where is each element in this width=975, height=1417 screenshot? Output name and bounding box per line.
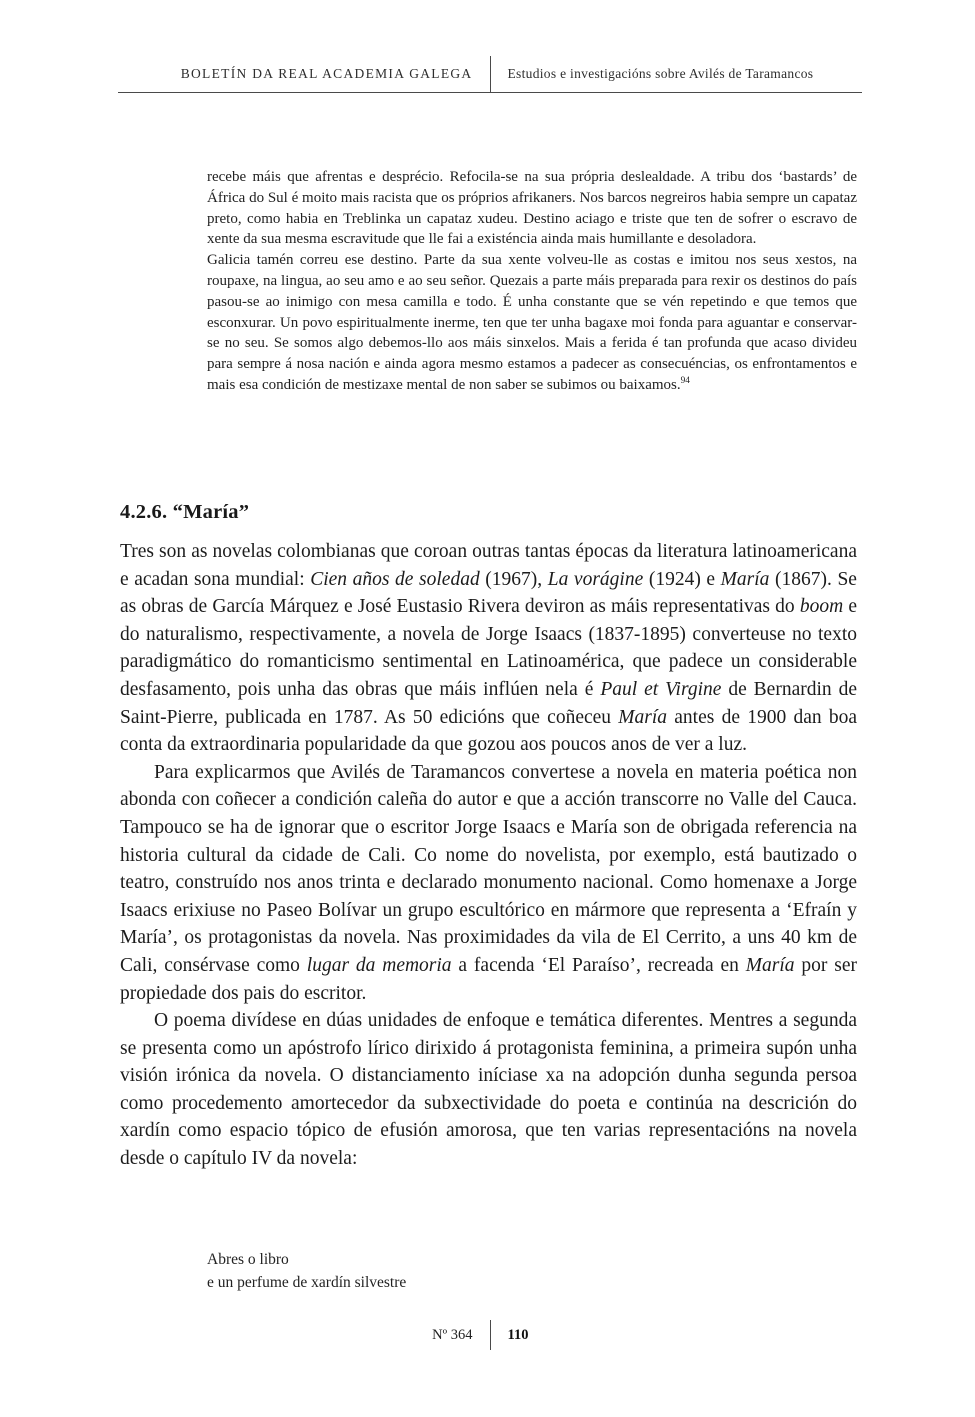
block-quote bbox=[207, 167, 857, 396]
body-paragraph: O poema divídese en dúas unidades de enfoque e temática diferentes. Mentres a segunda se presenta como un apóstrofo lírico dirixido á protagonista feminina, a primeira supón unha visión irónica da novela. O distanciamento iníciase xa na adopción dunha segunda persoa como procedemento amortecedor da subxectividade do poeta e continúa na descrición do xardín como espacio tópico de efusión amorosa, que ten varias representacións na novela desde o capítulo IV da novela: bbox=[120, 1010, 857, 1170]
verse-line: Abres o libro bbox=[207, 1251, 289, 1268]
body-paragraph: Tres son as novelas colombianas que coroan outras tantas épocas da literatura latinoamericana e acadan sona mundial: Cien años de soledad (1967), La vorágine (1924) e María (1867). Se as obras de García Márquez e José Eustasio Rivera deviron as máis representativas do boom e do naturalismo, respectivamente, a novela de Jorge Isaacs (1837-1895) converteuse no texto paradigmático do romanticismo sentimental en Latinoamérica, que padece un considerable desfasamento, pois unha das obras que máis inflúen nela é Paul et Virgine de Bernardin de Saint-Pierre, publicada en 1787. As 50 edicións que coñeceu María antes de 1900 dan boa conta da extraordinaria popularidade da que gozou aos poucos anos de ver a luz. bbox=[120, 541, 857, 756]
issue-number: Nº 364 bbox=[432, 1326, 473, 1343]
article-title: Estudios e investigacións sobre Avilés de Taramancos bbox=[507, 66, 814, 81]
footer-row bbox=[118, 1320, 862, 1350]
verse-quote bbox=[207, 1249, 406, 1294]
verse-line: e un perfume de xardín silvestre bbox=[207, 1273, 407, 1291]
quote-paragraph: Galicia tamén correu ese destino. Parte da sua xente volveu-lle as costas e imitou nos seus xestos, na roupaxe, na lingua, ao seu amo e ao seu señor. Quezais a parte máis preparada para rexir os destinos do país pasou-se ao inimigo con mesa camilla e todo. É unha constante que se vén repetindo e que temos que esconxurar. Un povo espiritualmente inerme, ten que ter unha bagaxe moi fonda para aguantar e conservar-se no seu. Se somos algo debemos-llo aos máis sinxelos. Mais a ferida é tan profunda que acaso divideu para sempre á nosa nación e ainda agora mesmo estamos a padecer as consecuéncias, os enfrontamentos e mais esa condición de mestizaxe mental de non saber se subimos ou baixamos.$^{94}$ bbox=[207, 252, 857, 393]
header-row bbox=[118, 56, 862, 93]
page-number: 110 bbox=[507, 1326, 529, 1343]
quote-paragraph: recebe máis que afrentas e desprécio. Refocila-se na sua própria deslealdade. A tribu dos ‘bastards’ de África do Sul é moito mais racista que os próprios afrikaners. Nos barcos negreiros habia sempre un capataz preto, como habia en Treblinka un capataz xudeu. Destino aciago e triste que ten de sofrer o escravo de xente da sua mesma escravitude que lle fai a existéncia ainda mais humillante e desoladora. bbox=[207, 169, 857, 248]
section-heading: 4.2.6. “María” bbox=[120, 501, 250, 523]
body-text bbox=[120, 538, 857, 1173]
body-paragraph: Para explicarmos que Avilés de Taramancos convertese a novela en materia poética non abonda con coñecer a condición caleña do autor e que a acción transcorre no Valle del Cauca. Tampouco se ha de ignorar que o escritor Jorge Isaacs e María son de obrigada referencia na historia cultural da cidade de Cali. Co nome do novelista, por exemplo, está bautizado o teatro, construído nos anos trinta e declarado monumento nacional. Como homenaxe a Jorge Isaacs erixiuse no Paseo Bolívar un grupo escultórico en mármore que representa a ‘Efraín y María’, os protagonistas da novela. Nas proximidades da vila de El Cerrito, a uns 40 km de Cali, consérvase como lugar da memoria a facenda ‘El Paraíso’, recreada en María por ser propiedade dos pais do escritor. bbox=[120, 761, 857, 1004]
page-header bbox=[118, 56, 862, 93]
page-footer bbox=[118, 1320, 862, 1350]
journal-title: BOLETÍN DA REAL ACADEMIA GALEGA bbox=[180, 66, 473, 81]
